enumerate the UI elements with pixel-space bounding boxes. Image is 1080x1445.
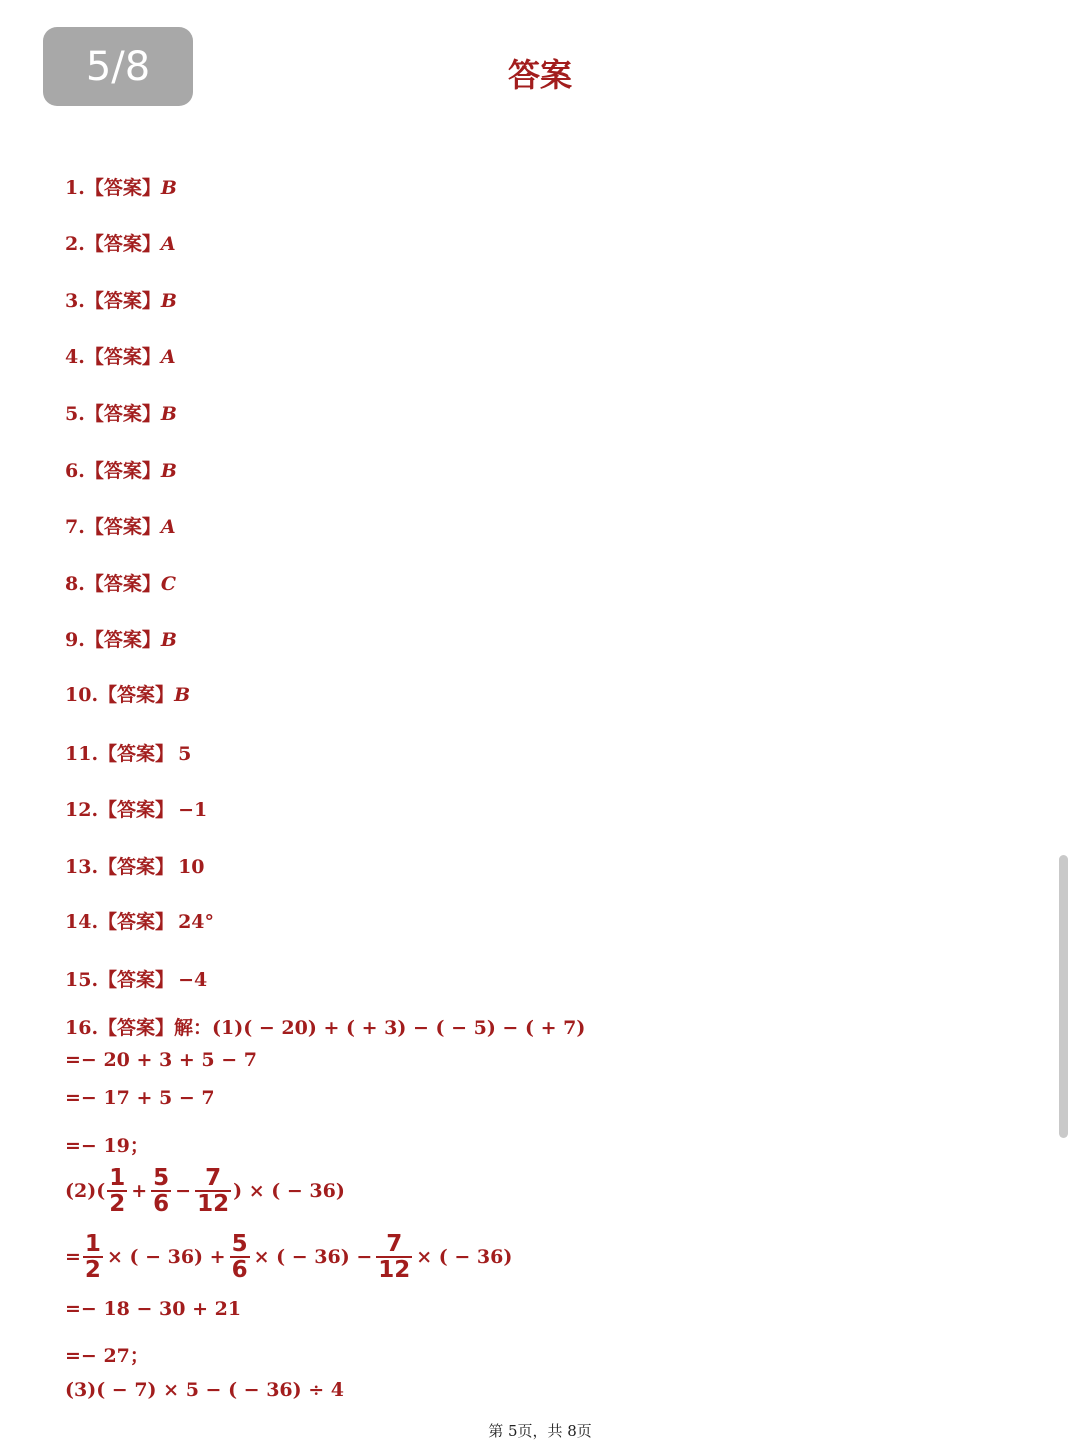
term-text: × ( − 36) xyxy=(416,1246,513,1268)
term-text: × ( − 36) − xyxy=(253,1246,373,1268)
answer-item xyxy=(65,968,207,992)
answer-item xyxy=(65,628,177,652)
answer-item xyxy=(65,515,176,539)
term-text: × ( − 36) + xyxy=(106,1246,226,1268)
answer-label: 2.【答案】 xyxy=(65,233,161,255)
fraction xyxy=(195,1166,231,1216)
answer-item xyxy=(65,798,207,822)
answer-item xyxy=(65,345,176,369)
operator: + xyxy=(131,1180,148,1202)
q16-header: 16.【答案】解：(1)( − 20) + ( + 3) − ( − 5) − ( + 7) xyxy=(65,1017,586,1039)
fraction xyxy=(376,1232,412,1282)
fraction xyxy=(151,1166,171,1216)
answer-item xyxy=(65,742,191,766)
answer-label: 5.【答案】 xyxy=(65,403,161,425)
answer-item xyxy=(65,289,177,313)
q16-step: =− 19； xyxy=(65,1135,149,1157)
answer-label: 14.【答案】 xyxy=(65,911,175,933)
q16-step: =− 27； xyxy=(65,1345,149,1367)
answer-item xyxy=(65,232,176,256)
equals-sign: = xyxy=(65,1246,81,1268)
answer-value: 10 xyxy=(178,856,205,878)
answer-label: 9.【答案】 xyxy=(65,629,161,651)
denominator: 2 xyxy=(84,1257,101,1283)
numerator: 5 xyxy=(231,1231,248,1257)
denominator: 12 xyxy=(378,1257,411,1283)
q16-part2-expression xyxy=(65,1166,345,1216)
answer-value: B xyxy=(174,684,191,706)
denominator: 12 xyxy=(197,1191,230,1217)
answer-value: A xyxy=(160,346,176,368)
answer-label: 12.【答案】 xyxy=(65,799,175,821)
denominator: 6 xyxy=(231,1257,248,1283)
fraction xyxy=(83,1232,103,1282)
answer-label: 15.【答案】 xyxy=(65,969,175,991)
denominator: 6 xyxy=(153,1191,170,1217)
expr-suffix: ) × ( − 36) xyxy=(233,1180,345,1202)
answer-label: 13.【答案】 xyxy=(65,856,175,878)
page-title: 答案 xyxy=(507,56,572,94)
numerator: 5 xyxy=(153,1165,170,1191)
answer-value: 5 xyxy=(178,743,192,765)
answer-value: C xyxy=(160,573,176,595)
answer-label: 11.【答案】 xyxy=(65,743,175,765)
answer-label: 8.【答案】 xyxy=(65,573,161,595)
answer-value: B xyxy=(160,629,177,651)
expr-prefix: (2)( xyxy=(65,1180,106,1202)
q16-part3: (3)( − 7) × 5 − ( − 36) ÷ 4 xyxy=(65,1379,345,1401)
q16-part2-expansion xyxy=(65,1232,514,1282)
page-footer: 第 5页，共 8页 xyxy=(488,1422,592,1440)
answer-item xyxy=(65,683,190,707)
fraction xyxy=(107,1166,127,1216)
answer-value: −1 xyxy=(178,799,208,821)
scrollbar-thumb[interactable] xyxy=(1059,855,1068,1138)
numerator: 7 xyxy=(386,1231,403,1257)
answer-label: 4.【答案】 xyxy=(65,346,161,368)
answer-item xyxy=(65,459,177,483)
operator: − xyxy=(175,1180,192,1202)
answer-item xyxy=(65,855,205,879)
answer-value: B xyxy=(160,403,177,425)
answer-value: −4 xyxy=(178,969,208,991)
q16-step: =− 17 + 5 − 7 xyxy=(65,1087,215,1109)
q16-step: =− 20 + 3 + 5 − 7 xyxy=(65,1049,258,1071)
answer-value: A xyxy=(160,516,176,538)
numerator: 1 xyxy=(109,1165,126,1191)
q16-step: =− 18 − 30 + 21 xyxy=(65,1298,242,1320)
answer-value: B xyxy=(160,290,177,312)
answer-value: B xyxy=(160,460,177,482)
answer-value: 24° xyxy=(178,911,215,933)
answer-value: B xyxy=(160,177,177,199)
answer-label: 3.【答案】 xyxy=(65,290,161,312)
fraction xyxy=(230,1232,250,1282)
numerator: 7 xyxy=(205,1165,222,1191)
answer-label: 10.【答案】 xyxy=(65,684,175,706)
answer-label: 7.【答案】 xyxy=(65,516,161,538)
answer-label: 6.【答案】 xyxy=(65,460,161,482)
answer-label: 1.【答案】 xyxy=(65,177,161,199)
numerator: 1 xyxy=(84,1231,101,1257)
answer-item xyxy=(65,910,214,934)
page-indicator-badge: 5/8 xyxy=(43,27,193,106)
answer-item xyxy=(65,572,176,596)
answer-item xyxy=(65,402,177,426)
answer-value: A xyxy=(160,233,176,255)
denominator: 2 xyxy=(109,1191,126,1217)
answer-item xyxy=(65,176,177,200)
